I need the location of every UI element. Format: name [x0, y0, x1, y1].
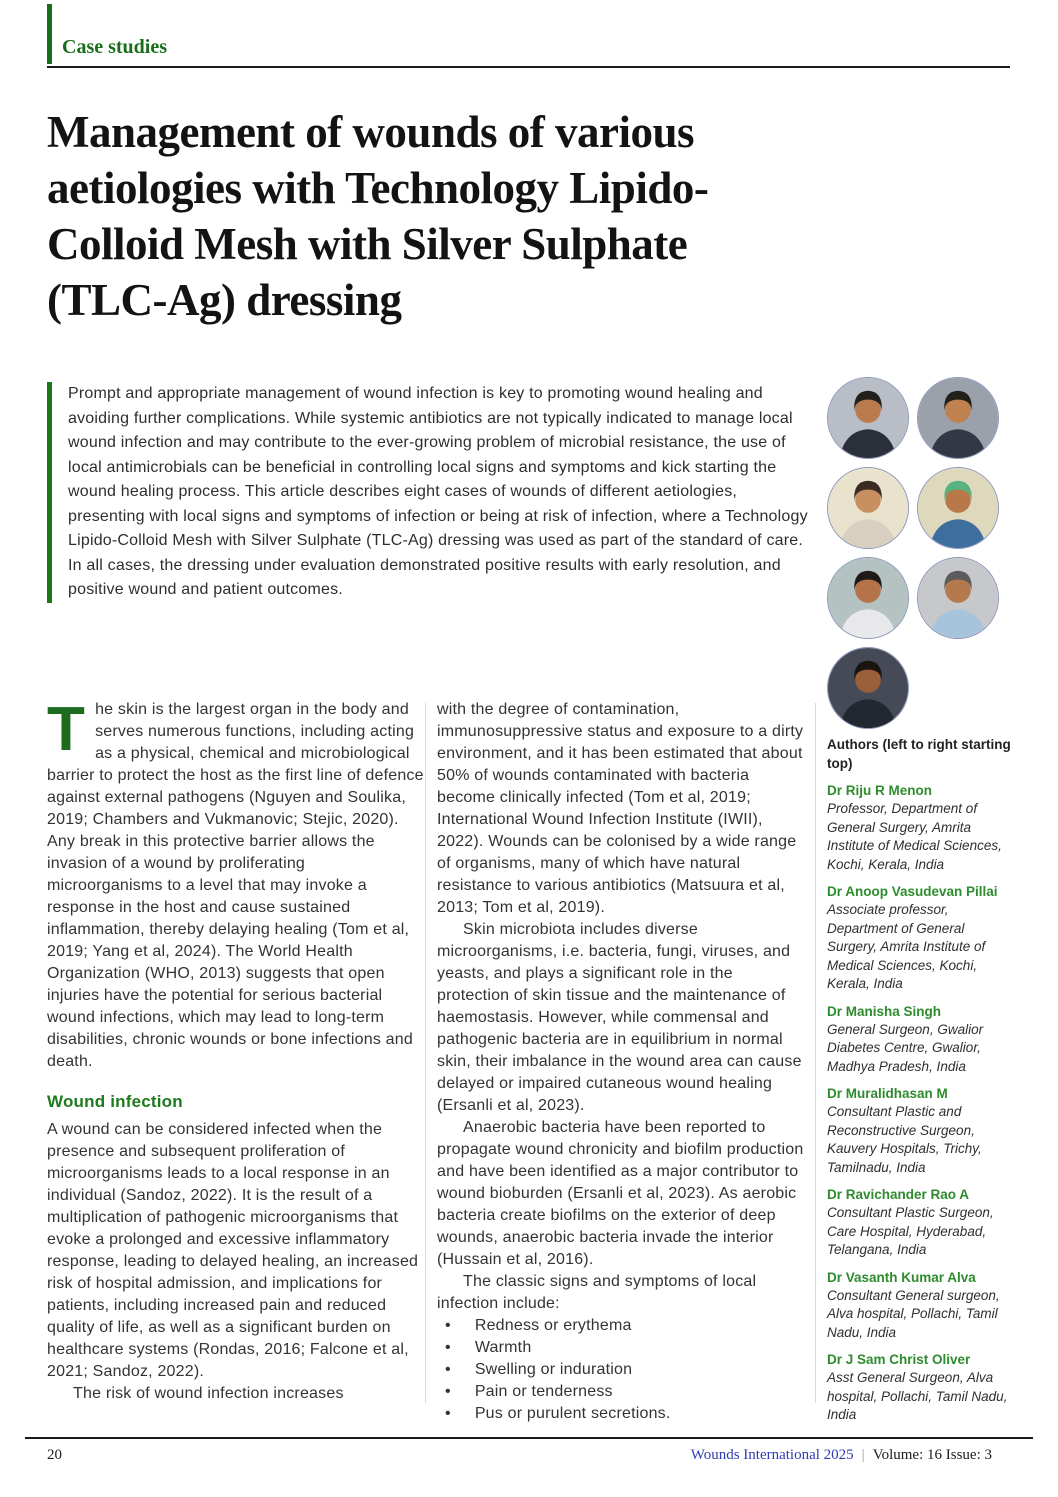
list-item	[437, 1381, 808, 1403]
bullet-icon: •	[445, 1383, 451, 1400]
list-item	[437, 1403, 808, 1425]
section-kicker: Case studies	[62, 36, 168, 58]
column-divider	[425, 703, 426, 1403]
author-avatar	[827, 647, 909, 729]
author-affiliation: Consultant General surgeon, Alva hospital, Pollachi, Tamil Nadu, India	[827, 1287, 1000, 1340]
author-entry	[827, 781, 1013, 874]
author-affiliation: Associate professor, Department of General Surgery, Amrita Institute of Medical Sciences, Kochi, Kerala, India	[827, 902, 986, 991]
kicker-accent-bar	[47, 4, 52, 64]
article-title	[47, 104, 967, 328]
bullet-icon: •	[445, 1361, 451, 1378]
author-affiliation: Asst General Surgeon, Alva hospital, Pollachi, Tamil Nadu, India	[827, 1370, 1008, 1422]
author-name: Dr Vasanth Kumar Alva	[827, 1269, 976, 1285]
drop-cap: T	[47, 695, 86, 764]
title-line: aetiologies with Technology Lipido-	[47, 163, 709, 213]
author-affiliation: Consultant Plastic and Reconstructive Surgeon, Kauvery Hospitals, Trichy, Tamilnadu, India	[827, 1104, 982, 1175]
body-paragraph: The classic signs and symptoms of local infection include:	[437, 1273, 757, 1312]
footer-rule	[25, 1437, 1033, 1439]
authors-heading: Authors (left to right starting top)	[827, 737, 1011, 771]
page-number: 20	[47, 1447, 62, 1463]
list-item	[437, 1337, 808, 1359]
list-item	[437, 1359, 808, 1381]
author-name: Dr Manisha Singh	[827, 1003, 942, 1019]
body-paragraph: with the degree of contamination, immunosuppressive status and exposure to a dirty environment, and it has been estimated that about 50% of wounds contaminated with bacteria become clinically infected (Tom et al, 2019; International Wound Infection Institute (IWII), 2022). Wounds can be colonised by a wide range of organisms, many of which have natural resistance to various antibiotics (Matsuura et al, 2013; Tom et al, 2019).	[437, 701, 804, 916]
body-column-2	[437, 699, 808, 1425]
journal-name-link[interactable]: Wounds International 2025	[690, 1447, 854, 1463]
author-avatar	[827, 377, 909, 459]
column-divider	[815, 703, 816, 1403]
volume-issue: Volume: 16 Issue: 3	[872, 1447, 992, 1463]
author-affiliation: General Surgeon, Gwalior Diabetes Centre, Gwalior, Madhya Pradesh, India	[827, 1021, 984, 1074]
author-entry	[827, 1268, 1013, 1343]
author-avatar	[827, 467, 909, 549]
bullet-icon: •	[445, 1405, 451, 1422]
author-name: Dr Ravichander Rao A	[827, 1187, 970, 1202]
author-name: Dr Muralidhasan M	[827, 1086, 948, 1101]
author-entry	[827, 1350, 1013, 1425]
title-line: (TLC-Ag) dressing	[47, 275, 402, 325]
list-item-text: Warmth	[474, 1339, 532, 1356]
author-avatar	[917, 467, 999, 549]
author-affiliation: Professor, Department of General Surgery, Amrita Institute of Medical Sciences, Kochi, Kerala, India	[827, 801, 1002, 872]
header-rule	[47, 66, 1010, 68]
body-paragraph: The risk of wound infection increases	[73, 1385, 344, 1402]
bullet-icon: •	[445, 1339, 451, 1356]
title-line: Management of wounds of various	[47, 107, 695, 157]
list-item-text: Pain or tenderness	[474, 1383, 613, 1400]
list-item-text: Redness or erythema	[474, 1317, 632, 1334]
author-entry	[827, 882, 1013, 994]
author-photos-grid	[827, 377, 1003, 729]
title-line: Colloid Mesh with Silver Sulphate	[47, 219, 688, 269]
authors-sidebar	[827, 735, 1013, 1425]
author-name: Dr J Sam Christ Oliver	[827, 1352, 971, 1367]
author-entry	[827, 1084, 1013, 1177]
bullet-icon: •	[445, 1317, 451, 1334]
author-name: Dr Riju R Menon	[827, 783, 932, 798]
list-item	[437, 1315, 808, 1337]
list-item-text: Pus or purulent secretions.	[474, 1405, 671, 1422]
paragraph-text: he skin is the largest organ in the body and serves numerous functions, including acting as a physical, chemical and microbiological barrier to protect the host as the first line of defence against external pathogens (Nguyen and Soulika, 2019; Chambers and Vukmanovic; Stejic, 2020). Any break in this protective barrier allows the invasion of a wound by proliferating microorganisms to a level that may invoke a response in the host and cause sustained inflammation, thereby delaying healing (Tom et al, 2019; Yang et al, 2024). The World Health Organization (WHO, 2013) suggests that open injuries have the potential for serious bacterial wound infections, which may lead to long-term disabilities, chronic wounds or bone infections and death.	[47, 701, 424, 1070]
body-paragraph	[47, 695, 424, 1073]
footer-divider: |	[861, 1447, 865, 1463]
section-heading-wound-infection: Wound infection	[47, 1092, 183, 1111]
author-entry	[827, 1002, 1013, 1077]
body-paragraph: A wound can be considered infected when the presence and subsequent proliferation of microorganisms leads to a local response in an individual (Sandoz, 2022). It is the result of a multiplication of pathogenic microorganisms that evoke a prolonged and excessive inflammatory response, leading to delayed healing, an increased risk of hospital admission, and implications for patients, including increased pain and reduced quality of life, as well as a significant burden on healthcare systems (Rondas, 2016; Falcone et al, 2021; Sandoz, 2022).	[47, 1121, 419, 1380]
author-name: Dr Anoop Vasudevan Pillai	[827, 884, 998, 899]
body-column-1	[47, 695, 424, 1405]
body-paragraph: Skin microbiota includes diverse microorganisms, i.e. bacteria, fungi, viruses, and yeasts, and plays a significant role in the protection of skin tissue and the maintenance of haemostasis. However, while commensal and pathogenic bacteria are in equilibrium in normal skin, their imbalance in the wound area can cause delayed or impaired cutaneous wound healing (Ersanli et al, 2023).	[437, 921, 802, 1114]
author-affiliation: Consultant Plastic Surgeon, Care Hospital, Hyderabad, Telangana, India	[827, 1205, 994, 1257]
body-paragraph: Anaerobic bacteria have been reported to propagate wound chronicity and biofilm production and have been identified as a major contributor to wound bioburden (Ersanli et al, 2023). As aerobic bacteria create biofilms on the exterior of deep wounds, anaerobic bacteria invade the interior (Hussain et al, 2016).	[437, 1119, 804, 1268]
author-avatar	[917, 377, 999, 459]
footer-journal-info	[691, 1447, 992, 1464]
list-item-text: Swelling or induration	[474, 1361, 633, 1378]
author-entry	[827, 1185, 1013, 1260]
author-avatar	[917, 557, 999, 639]
abstract: Prompt and appropriate management of wound infection is key to promoting wound healing and avoiding further complications. While systemic antibiotics are not typically indicated to manage local wound infection and may contribute to the ever-growing problem of microbial resistance, the use of local antimicrobials can be beneficial in controlling local signs and symptoms and kick starting the wound healing process. This article describes eight cases of wounds of different aetiologies, presenting with local signs and symptoms of infection or being at risk of infection, where a Technology Lipido-Colloid Mesh with Silver Sulphate (TLC-Ag) dressing was used as part of the standard of care. In all cases, the dressing under evaluation demonstrated positive results with early resolution, and positive wound and patient outcomes.	[47, 382, 816, 603]
author-avatar	[827, 557, 909, 639]
